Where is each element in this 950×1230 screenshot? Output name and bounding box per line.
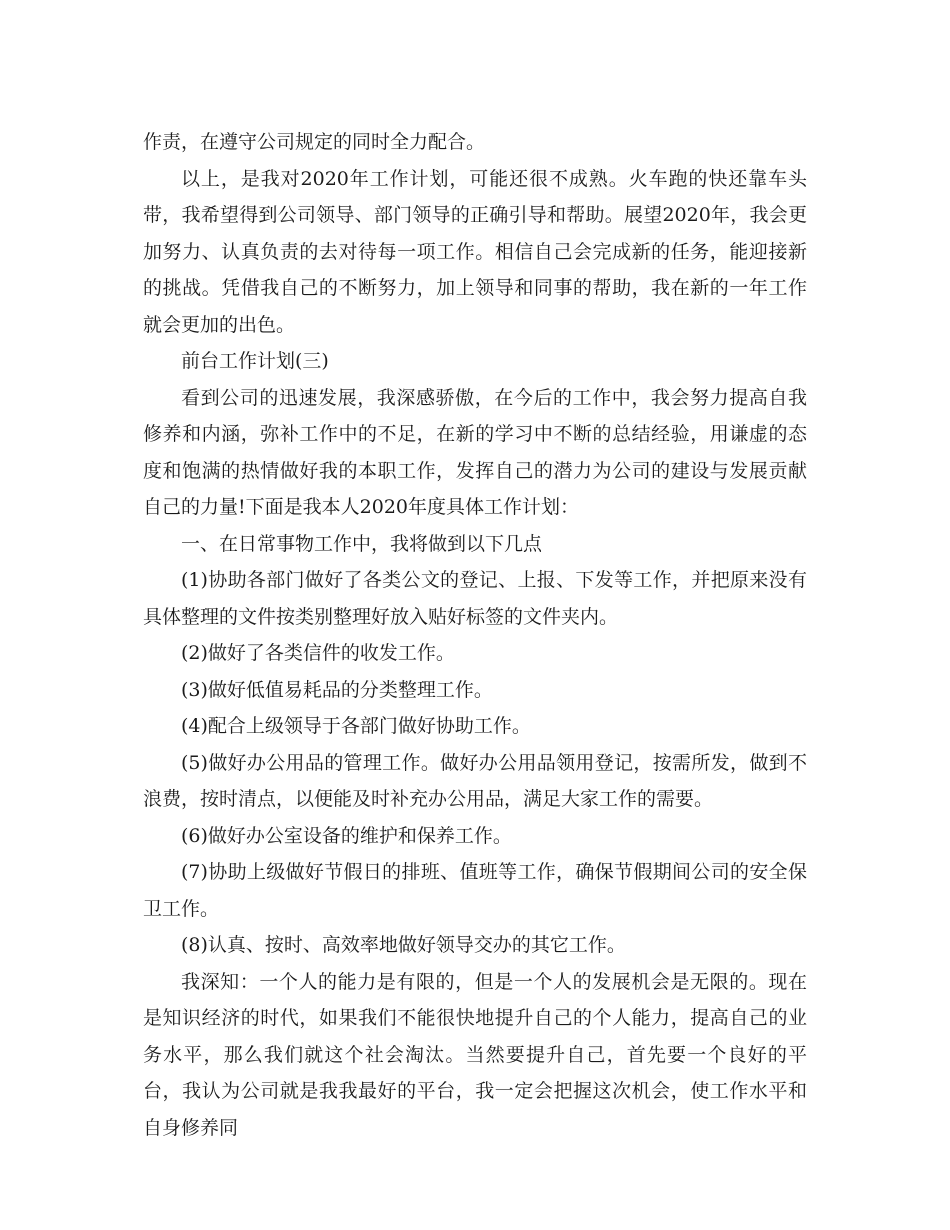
paragraph: 我深知：一个人的能力是有限的，但是一个人的发展机会是无限的。现在是知识经济的时代，如果我们不能很快地提升自己的个人能力，提高自己的业务水平，那么我们就这个社会淘汰。当然要提升自己，首先要一个良好的平台，我认为公司就是我我最好的平台，我一定会把握这次机会，使工作水平和自身修养同 [143,970,807,1139]
paragraph: 作责，在遵守公司规定的同时全力配合。 [143,131,486,153]
list-item: (2)做好了各类信件的收发工作。 [181,642,455,664]
document-body [143,124,807,1146]
list-item: (8)认真、按时、高效率地做好领导交办的其它工作。 [181,934,626,956]
list-item: (6)做好办公室设备的维护和保养工作。 [181,824,512,847]
section-heading: 前台工作计划(三) [181,350,329,372]
paragraph: 以上，是我对2020年工作计划，可能还很不成熟。火车跑的快还靠车头带，我希望得到公司领导、部门领导的正确引导和帮助。展望2020年，我会更加努力、认真负责的去对待每一项工作。相信自己会完成新的任务，能迎接新的挑战。凭借我自己的不断努力，加上领导和同事的帮助，我在新的一年工作就会更加的出色。 [143,167,807,336]
list-item: (3)做好低值易耗品的分类整理工作。 [181,678,493,701]
list-item: (7)协助上级做好节假日的排班、值班等工作，确保节假期间公司的安全保卫工作。 [143,861,807,920]
list-item: (1)协助各部门做好了各类公文的登记、上报、下发等工作，并把原来没有具体整理的文件按类别整理好放入贴好标签的文件夹内。 [143,569,807,628]
list-item: (5)做好办公用品的管理工作。做好办公用品领用登记，按需所发，做到不浪费，按时清点，以便能及时补充办公用品，满足大家工作的需要。 [143,751,807,810]
paragraph: 看到公司的迅速发展，我深感骄傲，在今后的工作中，我会努力提高自我修养和内涵，弥补工作中的不足，在新的学习中不断的总结经验，用谦虚的态度和饱满的热情做好我的本职工作，发挥自己的潜力为公司的建设与发展贡献自己的力量!下面是我本人2020年度具体工作计划： [143,386,807,518]
list-heading: 一、在日常事物工作中，我将做到以下几点 [181,532,543,555]
list-item: (4)配合上级领导于各部门做好协助工作。 [181,715,531,737]
